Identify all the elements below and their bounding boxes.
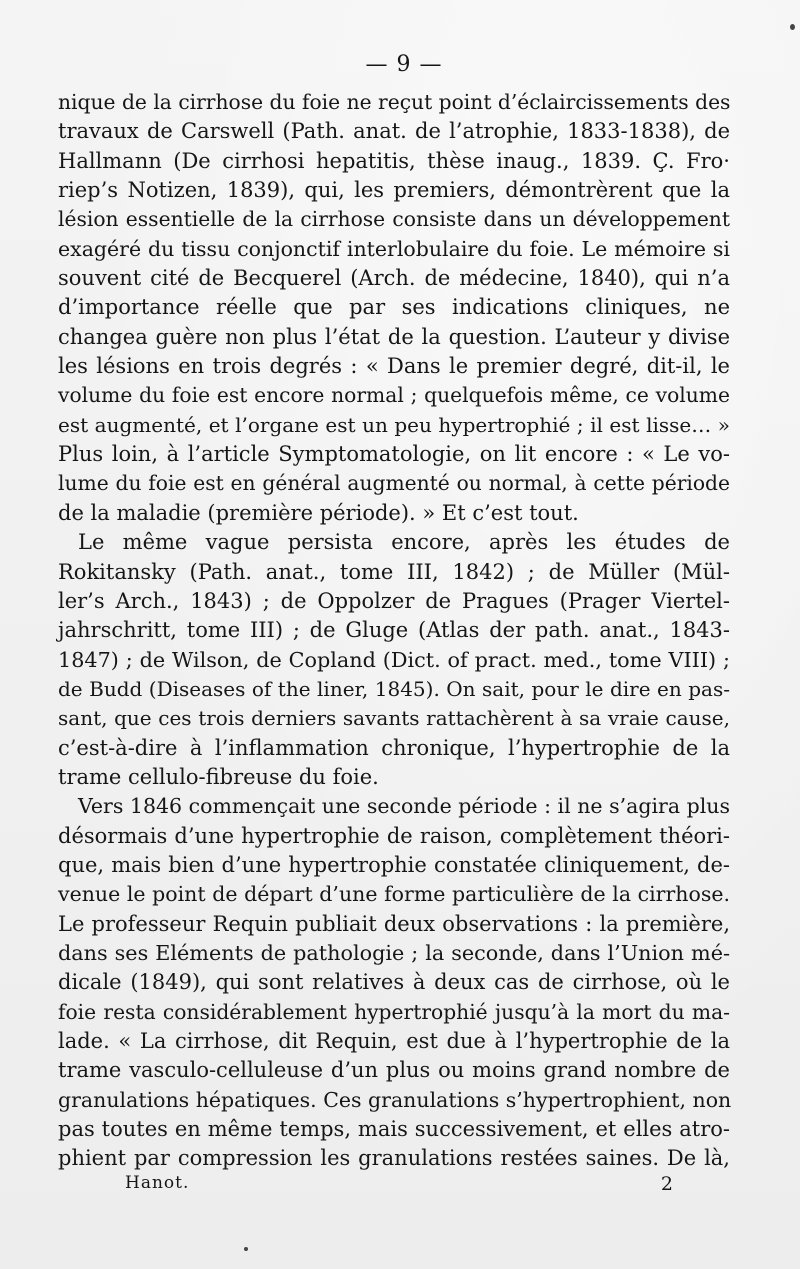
text-line: trame vasculo-celluleuse d’un plus ou moins grand nombre de (58, 1058, 730, 1083)
text-line: lade. « La cirrhose, dit Requin, est due à l’hypertrophie de la (58, 1029, 730, 1053)
footer-signature: 2 (660, 1173, 673, 1195)
text-line: Le même vague persista encore, après les études de (78, 530, 730, 555)
text-line: trame cellulo-fibreuse du foie. (58, 764, 379, 789)
text-line: d’importance réelle que par ses indications cliniques, ne (58, 295, 730, 320)
text-line: Hallmann (De cirrhosi hepatitis, thèse inaug., 1839. Ç. Fro· (58, 148, 730, 173)
text-line: dicale (1849), qui sont relatives à deux cas de cirrhose, où le (58, 970, 730, 995)
text-line: venue le point de départ d’une forme particulière de la cirrhose. (58, 882, 730, 907)
ink-speck (244, 1247, 248, 1251)
text-line: dans ses Eléments de pathologie ; la seconde, dans l’Union mé- (58, 940, 730, 965)
text-line: granulations hépatiques. Ces granulations s’hypertrophient, non (58, 1087, 732, 1112)
text-line: riep’s Notizen, 1839), qui, les premiers, démontrèrent que la (58, 178, 730, 203)
page-number: — 9 — (365, 52, 443, 77)
text-line: volume du foie est encore normal ; quelquefois même, ce volume (58, 383, 730, 408)
text-line: phient par compression les granulations restées saines. De là, (58, 1146, 730, 1171)
page-footer (125, 1173, 673, 1201)
ink-speck (790, 24, 795, 30)
text-line: souvent cité de Becquerel (Arch. de médecine, 1840), qui n’a (58, 266, 730, 291)
text-line: exagéré du tissu conjonctif interlobulaire du foie. Le mémoire si (58, 236, 730, 261)
text-line: lume du foie est en général augmenté ou normal, à cette période (58, 471, 730, 496)
footer-author: Hanot. (125, 1173, 190, 1193)
text-line: travaux de Carswell (Path. anat. de l’atrophie, 1833-1838), de (58, 119, 730, 144)
text-line: Plus loin, à l’article Symptomatologie, on lit encore : « Le vo- (58, 442, 730, 467)
text-line: changea guère non plus l’état de la question. L’auteur y divise (58, 324, 730, 349)
text-line: pas toutes en même temps, mais successivement, et elles atro- (58, 1117, 730, 1142)
text-line: Vers 1846 commençait une seconde période : il ne s’agira plus (78, 794, 730, 819)
text-line: les lésions en trois degrés : « Dans le premier degré, dit-il, le (58, 354, 730, 379)
text-line: lésion essentielle de la cirrhose consiste dans un développement (58, 207, 730, 232)
text-line: nique de la cirrhose du foie ne reçut point d’éclaircissements des (58, 90, 731, 114)
text-line: ler’s Arch., 1843) ; de Oppolzer de Pragues (Prager Viertel- (58, 588, 730, 613)
text-line: que, mais bien d’une hypertrophie constatée cliniquement, de- (58, 852, 730, 877)
text-line: de la maladie (première période). » Et c’est tout. (58, 500, 579, 525)
text-line: sant, que ces trois derniers savants rattachèrent à sa vraie cause, (58, 706, 730, 731)
text-line: est augmenté, et l’organe est un peu hypertrophié ; il est lisse… » (58, 412, 730, 437)
text-line: c’est-à-dire à l’inflammation chronique, l’hypertrophie de la (58, 735, 730, 760)
text-line: jahrschritt, tome III) ; de Gluge (Atlas der path. anat., 1843- (58, 618, 730, 643)
text-line: désormais d’une hypertrophie de raison, complètement théori- (58, 823, 730, 848)
text-line: Le professeur Requin publiait deux observations : la première, (58, 911, 730, 936)
text-line: Rokitansky (Path. anat., tome III, 1842) ; de Müller (Mül- (58, 559, 730, 584)
text-line: 1847) ; de Wilson, de Copland (Dict. of pract. med., tome VIII) ; (58, 647, 730, 672)
text-line: foie resta considérablement hypertrophié jusqu’à la mort du ma- (58, 999, 730, 1024)
body-text (58, 88, 730, 1174)
text-line: de Budd (Diseases of the liner, 1845). On sait, pour le dire en pas- (58, 676, 730, 701)
